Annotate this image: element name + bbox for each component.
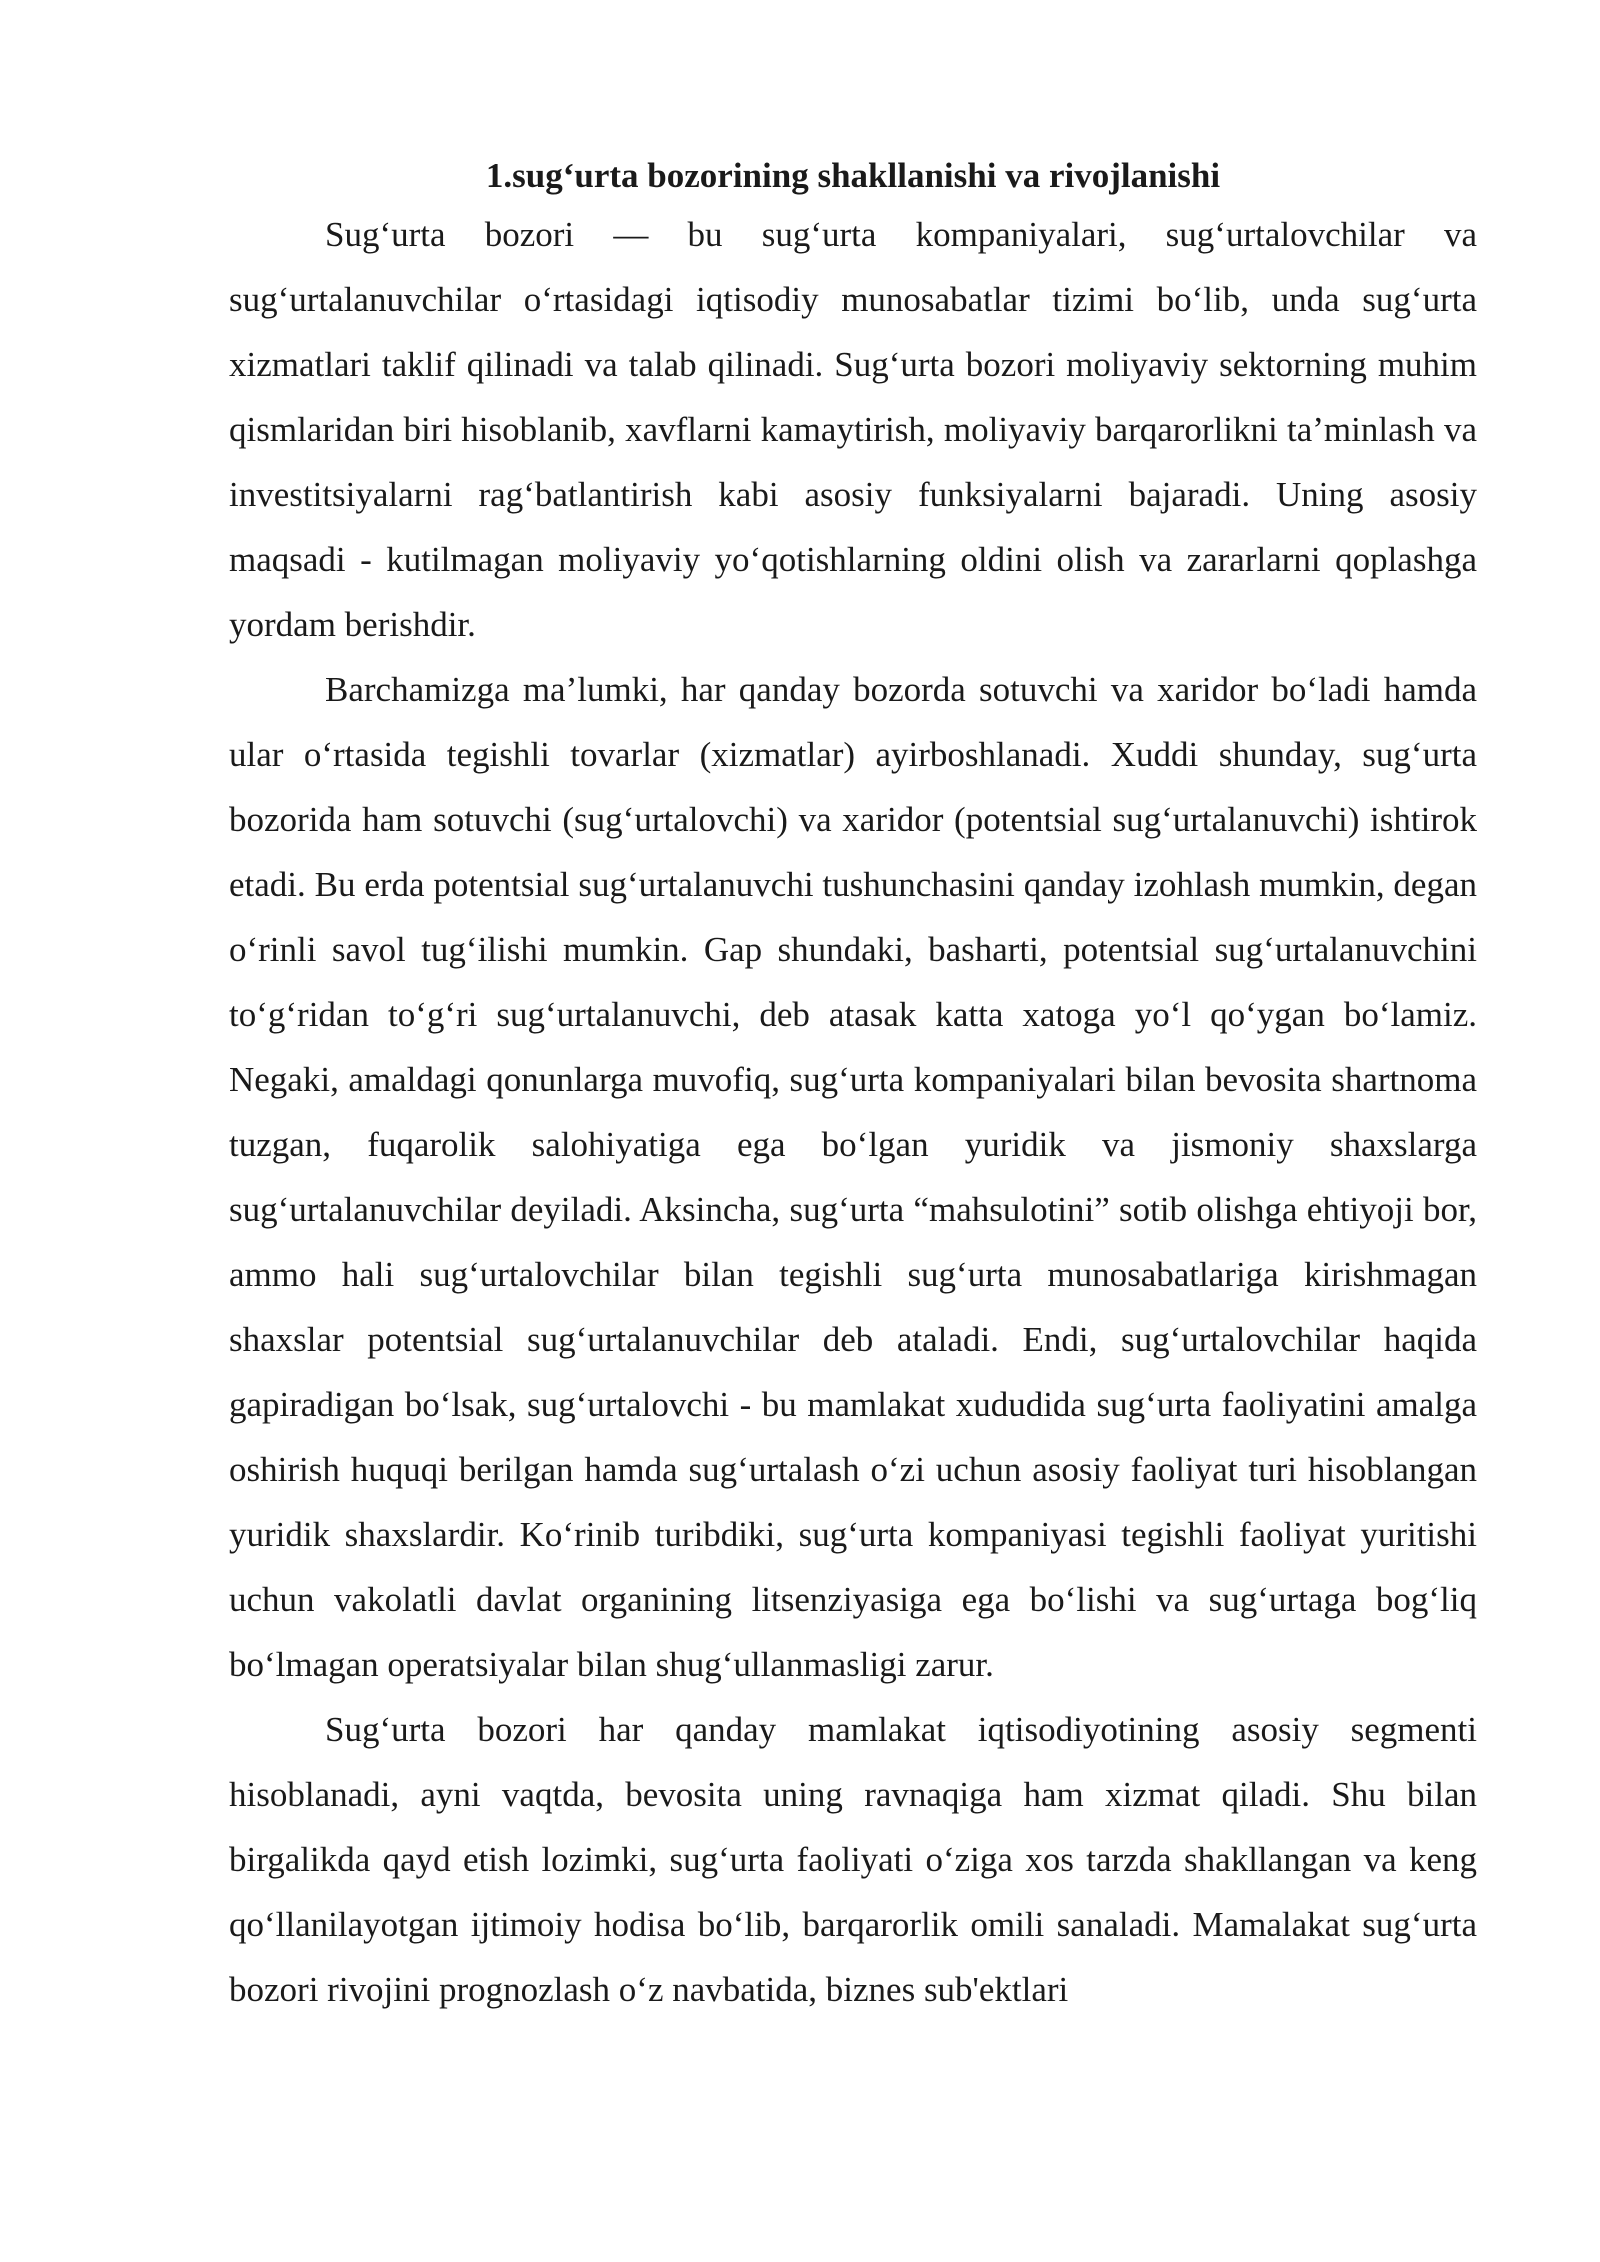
paragraph: Sug‘urta bozori — bu sug‘urta kompaniyalari, sug‘urtalovchilar va sug‘urtalanuvchilar o‘rtasidagi iqtisodiy munosabatlar tizimi bo‘lib, unda sug‘urta xizmatlari taklif qilinadi va talab qilinadi. Sug‘urta bozori moliyaviy sektorning muhim qismlaridan biri hisoblanib, xavflarni kamaytirish, moliyaviy barqarorlikni ta’minlash va investitsiyalarni rag‘batlantirish kabi asosiy funksiyalarni bajaradi. Uning asosiy maqsadi - kutilmagan moliyaviy yo‘qotishlarning oldini olish va zararlarni qoplashga yordam berishdir. [229, 215, 1477, 644]
paragraph: Barchamizga ma’lumki, har qanday bozorda sotuvchi va xaridor bo‘ladi hamda ular o‘rtasida tegishli tovarlar (xizmatlar) ayirboshlanadi. Xuddi shunday, sug‘urta bozorida ham sotuvchi (sug‘urtalovchi) va xaridor (potentsial sug‘urtalanuvchi) ishtirok etadi. Bu erda potentsial sug‘urtalanuvchi tushunchasini qanday izohlash mumkin, degan o‘rinli savol tug‘ilishi mumkin. Gap shundaki, basharti, potentsial sug‘urtalanuvchini to‘g‘ridan to‘g‘ri sug‘urtalanuvchi, deb atasak katta xatoga yo‘l qo‘ygan bo‘lamiz. Negaki, amaldagi qonunlarga muvofiq, sug‘urta kompaniyalari bilan bevosita shartnoma tuzgan, fuqarolik salohiyatiga ega bo‘lgan yuridik va jismoniy shaxslarga sug‘urtalanuvchilar deyiladi. Aksincha, sug‘urta “mahsulotini” sotib olishga ehtiyoji bor, ammo hali sug‘urtalovchilar bilan tegishli sug‘urta munosabatlariga kirishmagan shaxslar potentsial sug‘urtalanuvchilar deb ataladi. Endi, sug‘urtalovchilar haqida gapiradigan bo‘lsak, sug‘urtalovchi - bu mamlakat xududida sug‘urta faoliyatini amalga oshirish huquqi berilgan hamda sug‘urtalash o‘zi uchun asosiy faoliyat turi hisoblangan yuridik shaxslardir. Ko‘rinib turibdiki, sug‘urta kompaniyasi tegishli faoliyat yuritishi uchun vakolatli davlat organining litsenziyasiga ega bo‘lishi va sug‘urtaga bog‘liq bo‘lmagan operatsiyalar bilan shug‘ullanmasligi zarur. [229, 670, 1477, 1684]
section-title: 1.sug‘urta bozorining shakllanishi va rivojlanishi [485, 156, 1221, 195]
paragraph: Sug‘urta bozori har qanday mamlakat iqtisodiyotining asosiy segmenti hisoblanadi, ayni vaqtda, bevosita uning ravnaqiga ham xizmat qiladi. Shu bilan birgalikda qayd etish lozimki, sug‘urta faoliyati o‘ziga xos tarzda shakllangan va keng qo‘llanilayotgan ijtimoiy hodisa bo‘lib, barqarorlik omili sanaladi. Mamalakat sug‘urta bozori rivojini prognozlash o‘z navbatida, biznes sub'ektlari [229, 1710, 1477, 2009]
document-body [229, 150, 1477, 2022]
